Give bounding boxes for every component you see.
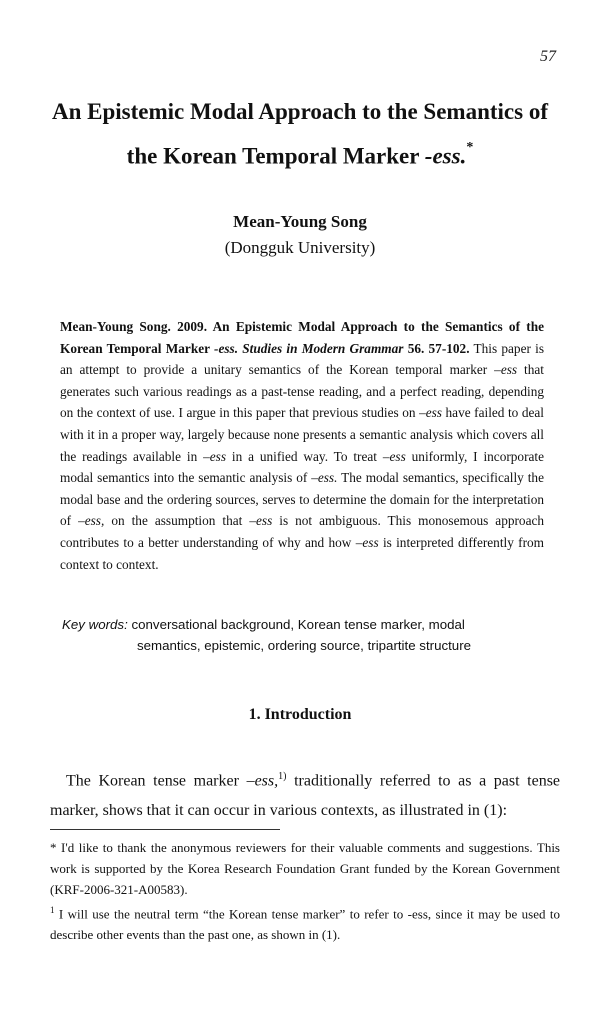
author-affiliation: (Dongguk University) [224,238,376,257]
footnote-1-mark: 1 [50,905,55,915]
title-line-2-text: the Korean Temporal Marker [126,143,420,169]
keywords [62,614,542,656]
title-footnote-mark: * [466,140,474,155]
body-paragraph [50,762,560,826]
abstract-text-4: in a unified way. To treat [231,448,377,464]
abstract-marker-2: –ess [419,405,442,421]
title-line-1: An Epistemic Modal Approach to the Semantics of [52,99,548,124]
abstract-text-9: is interpreted differently from context to context. [60,534,545,572]
abstract-citation [60,319,544,356]
author-name: Mean-Young Song [233,212,367,231]
abstract-marker-1: –ess [494,362,518,378]
abstract-text-5: uniformly, I incorporate modal semantics into the semantic analysis of [60,448,544,486]
body-text-1: The Korean tense marker [66,772,239,790]
abstract-marker-5: –ess. [311,470,338,486]
citation-author-year: Mean-Young Song. 2009. [60,319,208,334]
footnote-star: * I'd like to thank the anonymous reviewers for their valuable comments and suggestions. This work is supported by the Korea Research Foundation Grant funded by the Korean Government (KRF-2006-321-A00583). [50,840,560,897]
keywords-line-1: conversational background, Korean tense marker, modal [131,617,465,632]
abstract-marker-8: –ess [355,534,379,550]
body-text-2: traditionally referred to as a past tense marker, shows that it can occur in various contexts, as illustrated in (1): [50,772,561,820]
abstract-text-3: have failed to deal with it in a proper way, largely because none presents a semantic analysis which covers all the readings available in [60,405,544,464]
footnote-ref-1: 1) [278,771,287,782]
abstract-text-6: The modal semantics, specifically the modal base and the ordering sources, serves to determine the domain for the interpretation of [60,470,544,529]
section-heading: 1. Introduction [248,706,352,723]
abstract-text-7: on the assumption that [111,513,243,529]
abstract [60,316,544,575]
citation-title: An Epistemic Modal Approach to the Semantics of the Korean Temporal Marker [60,319,544,356]
citation-journal: Studies in Modern Grammar [242,340,404,356]
page-number: 57 [540,48,556,65]
abstract-marker-6: –ess, [78,513,105,529]
paper-title [0,92,600,177]
title-line-2 [0,132,600,177]
citation-marker: -ess. [214,340,239,356]
keywords-line-2: semantics, epistemic, ordering source, tripartite structure [137,638,472,653]
abstract-marker-3: –ess [203,448,227,464]
footnotes [50,837,560,945]
title-marker: -ess. [424,143,467,169]
abstract-text-8: is not ambiguous. This monosemous approach contributes to a better understanding of why and how [60,513,545,550]
footnote-1 [50,900,560,945]
abstract-marker-7: –ess [249,513,273,529]
abstract-marker-4: –ess [382,448,406,464]
abstract-text-1: This paper is an attempt to provide a unitary semantics of the Korean temporal marker [60,340,544,378]
body-marker: –ess, [246,772,279,790]
footnote-divider [50,829,280,830]
keywords-label: Key words: [62,617,128,632]
abstract-text-2: that generates such various readings as a past-tense reading, and a perfect reading, depending on the context of use. I argue in this paper that previous studies on [60,362,544,421]
footnote-1-text: I will use the neutral term “the Korean tense marker” to refer to -ess, since it may be used to describe other events than the past one, as shown in (1). [50,906,561,943]
citation-volume: 56. 57-102. [407,340,470,356]
